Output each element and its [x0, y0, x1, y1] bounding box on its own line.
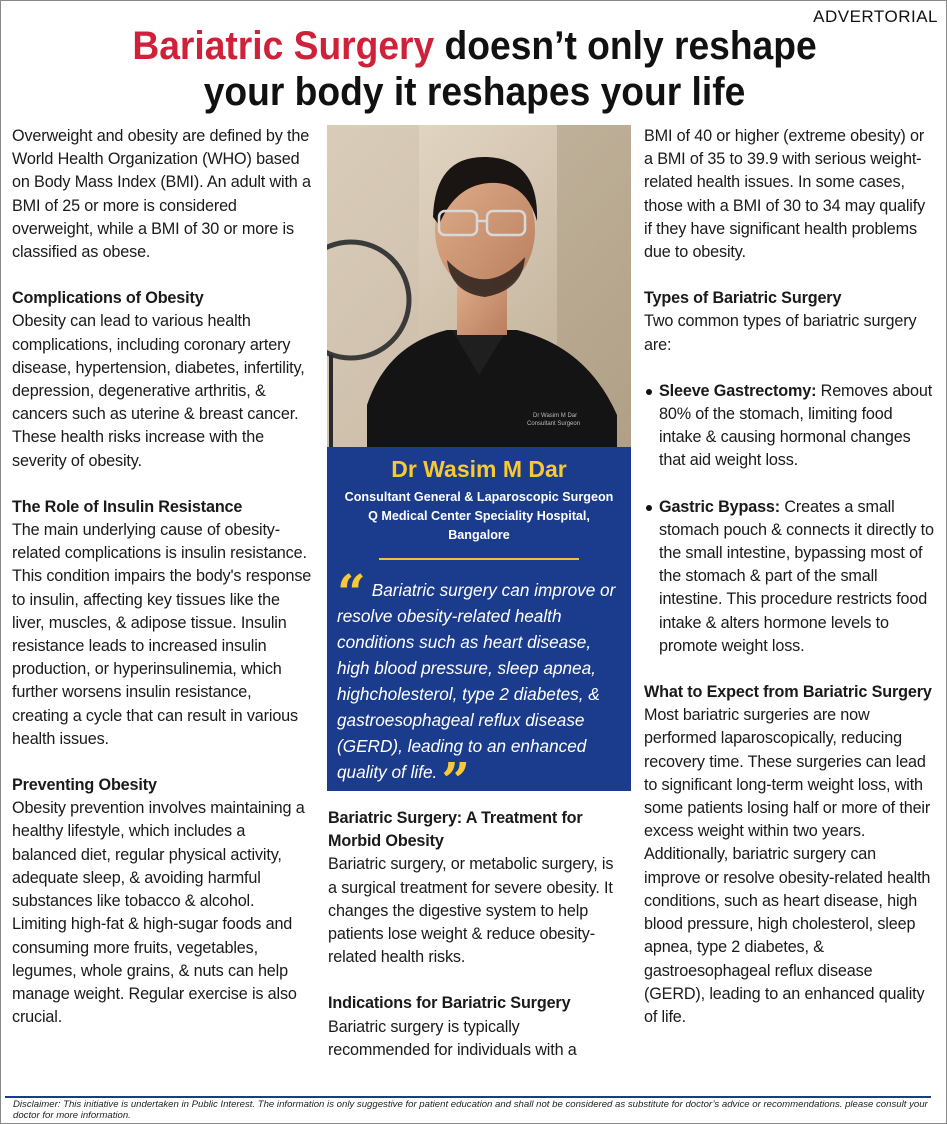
- bullet-term: Sleeve Gastrectomy:: [659, 381, 817, 400]
- open-quote-icon: “: [337, 563, 366, 622]
- doctor-name: Dr Wasim M Dar: [391, 456, 567, 482]
- types-paragraph: Two common types of bariatric surgery are:: [644, 312, 917, 354]
- column-middle: [328, 807, 618, 1062]
- column-left: [12, 125, 312, 1029]
- bullet-icon: [646, 389, 652, 395]
- section-insulin: [12, 496, 312, 751]
- bullet-text: Creates a small stomach pouch & connects it directly to the small intestine, bypassing most of the stomach & part of the small intestine. This procedure restricts food intake & alters hormone levels to promote weight loss.: [659, 497, 934, 655]
- gold-divider: [379, 558, 579, 560]
- doctor-title: Consultant General & Laparoscopic Surgeon: [344, 490, 614, 504]
- headline-line2: your body it reshapes your life: [203, 70, 746, 114]
- doctor-credentials: [327, 488, 631, 545]
- shirt-embroidery-title: Consultant Surgeon: [527, 421, 581, 427]
- doctor-portrait-illustration: [327, 125, 631, 447]
- list-item: [644, 380, 936, 473]
- section-prevention: [12, 774, 312, 1029]
- advertorial-tag: ADVERTORIAL: [813, 7, 938, 26]
- prevention-heading: Preventing Obesity: [12, 776, 157, 795]
- intro-paragraph: Overweight and obesity are defined by the World Health Organization (WHO) based on Body Mass Index (BMI). An adult with a BMI of 25 or more is considered overweight, while a BMI of 30 or more is classified as obese.: [12, 127, 311, 262]
- treatment-heading: Bariatric Surgery: A Treatment for Morbid Obesity: [328, 809, 583, 851]
- headline-highlight: Bariatric Surgery: [132, 24, 435, 68]
- section-indications: [328, 992, 618, 1062]
- complications-paragraph: Obesity can lead to various health complications, including coronary artery disease, hypertension, diabetes, infertility, depression, degenerative arthritis, & cancers such as uterine & breast cancer. These health risks increase with the severity of obesity.: [12, 312, 305, 470]
- complications-heading: Complications of Obesity: [12, 289, 204, 308]
- disclaimer: Disclaimer: This initiative is undertaken in Public Interest. The information is only suggestive for patient education and shall not be considered as substitute for doctor’s advice or recommendations. please consult your doctor for more information.: [13, 1099, 928, 1121]
- quote-text: Bariatric surgery can improve or resolve obesity-related health conditions such as heart disease, high blood pressure, sleep apnea, highcholesterol, type 2 diabetes, & gastroesophageal reflux disease (GERD), leading to an enhanced quality of life.: [337, 580, 616, 782]
- treatment-paragraph: Bariatric surgery, or metabolic surgery, is a surgical treatment for severe obesity. It changes the digestive system to help patients lose weight & reduce obesity-related health risks.: [328, 855, 614, 967]
- shirt-embroidery-name: Dr Wasim M Dar: [533, 413, 578, 419]
- doctor-city: Bangalore: [448, 528, 510, 542]
- section-complications: [12, 287, 312, 473]
- insulin-paragraph: The main underlying cause of obesity-related complications is insulin resistance. This condition impairs the body's response to insulin, affecting key tissues like the liver, muscles, & adipose tissue. Insulin resistance leads to increased insulin production, or hyperinsulinemia, which further worsens insulin resistance, creating a cycle that can result in various health issues.: [12, 521, 312, 748]
- indications-continued: BMI of 40 or higher (extreme obesity) or a BMI of 35 to 39.9 with serious weight-related health issues. In some cases, those with a BMI of 30 to 34 may qualify if they have significant health problems due to obesity.: [644, 127, 926, 262]
- bullet-icon: [646, 505, 652, 511]
- surgery-types-list: [644, 380, 936, 658]
- indications-paragraph: Bariatric surgery is typically recommended for individuals with a: [328, 1017, 577, 1059]
- column-right: [644, 125, 936, 1029]
- types-heading: Types of Bariatric Surgery: [644, 289, 842, 308]
- bullet-text: Removes about 80% of the stomach, limiting food intake & causing hormonal changes that aid weight loss.: [659, 381, 933, 470]
- indications-heading: Indications for Bariatric Surgery: [328, 994, 571, 1013]
- insulin-heading: The Role of Insulin Resistance: [12, 497, 243, 516]
- bullet-term: Gastric Bypass:: [659, 497, 781, 516]
- doctor-hospital: Q Medical Center Speciality Hospital,: [368, 509, 590, 523]
- expect-paragraph: Most bariatric surgeries are now performed laparoscopically, reducing recovery time. These surgeries can lead to significant long-term weight loss, with some patients losing half or more of their excess weight within two years. Additionally, bariatric surgery can improve or resolve obesity-related health conditions, such as heart disease, high blood pressure, high cholesterol, sleep apnea, type 2 diabetes, & gastroesophageal reflux disease (GERD), leading to an enhanced quality of life.: [644, 706, 931, 1026]
- disclaimer-divider: [5, 1096, 931, 1098]
- section-types: [644, 287, 936, 658]
- expect-heading: What to Expect from Bariatric Surgery: [644, 683, 932, 702]
- prevention-paragraph: Obesity prevention involves maintaining a healthy lifestyle, which includes a balanced diet, regular physical activity, adequate sleep, & avoiding harmful substances like tobacco & alcohol. Limiting high-fat & high-sugar foods and consuming more fruits, vegetables, legumes, whole grains, & nuts can help manage weight. Regular exercise is also crucial.: [12, 799, 305, 1027]
- close-quote-icon: ”: [441, 751, 471, 810]
- doctor-photo: [327, 125, 631, 447]
- doctor-quote: [337, 563, 623, 810]
- doctor-quote-panel: [327, 447, 631, 810]
- section-expect: [644, 681, 936, 1029]
- headline-rest: doesn’t only reshape: [434, 24, 817, 68]
- list-item: [644, 496, 936, 658]
- headline: [34, 23, 915, 115]
